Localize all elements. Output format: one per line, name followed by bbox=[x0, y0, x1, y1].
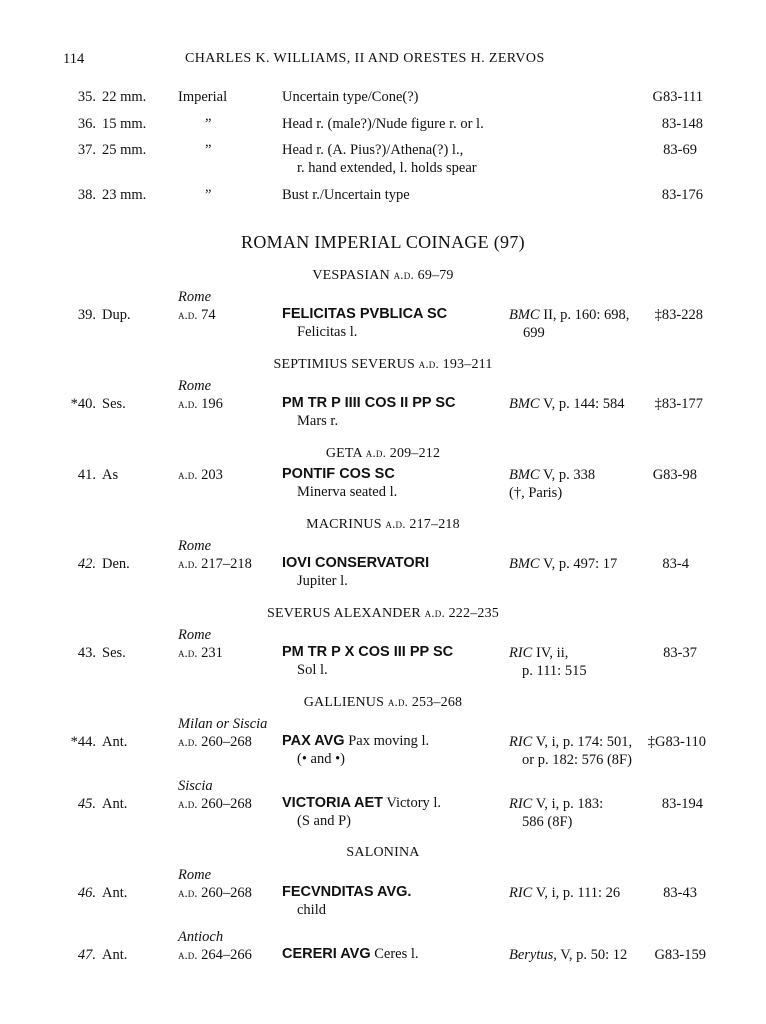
reference: BMC II, p. 160: 698, bbox=[509, 307, 630, 323]
entry-number: 42. bbox=[77, 556, 96, 572]
entry-date: a.d. 260–268 bbox=[178, 885, 252, 901]
reverse-description: Felicitas l. bbox=[297, 324, 358, 340]
entry-number: 35. bbox=[77, 89, 96, 105]
reference-continued: 586 (8F) bbox=[522, 814, 573, 830]
reverse-legend: PM TR P IIII COS II PP SC bbox=[282, 395, 456, 411]
entry-inventory: 83-194 bbox=[661, 796, 703, 812]
entry-inventory: 83-43 bbox=[663, 885, 697, 901]
running-head-authors: CHARLES K. WILLIAMS, II AND ORESTES H. ZERVOS bbox=[185, 51, 545, 66]
reference: BMC V, p. 497: 17 bbox=[509, 556, 618, 572]
entry-date: a.d. 264–266 bbox=[178, 947, 252, 963]
reverse-legend: FELICITAS PVBLICA SC bbox=[282, 306, 448, 322]
entry-number: 45. bbox=[77, 796, 96, 812]
entry-size: 22 mm. bbox=[102, 89, 147, 105]
entry-date: a.d. 74 bbox=[178, 307, 216, 323]
mint-name: Antioch bbox=[178, 929, 224, 945]
entry-inventory: G83-159 bbox=[654, 947, 706, 963]
emperor-heading: SEPTIMIUS SEVERUS a.d. 193–211 bbox=[273, 356, 493, 372]
reference: RIC IV, ii, bbox=[509, 645, 569, 661]
entry-inventory: ‡83-177 bbox=[654, 396, 703, 412]
ditto-mark: ” bbox=[205, 116, 212, 132]
reference: RIC V, i, p. 183: bbox=[509, 796, 604, 812]
entry-inventory: G83-111 bbox=[652, 89, 703, 105]
entry-denomination: Ant. bbox=[102, 885, 128, 901]
entry-date: a.d. 260–268 bbox=[178, 734, 252, 750]
reverse-legend: PM TR P X COS III PP SC bbox=[282, 644, 454, 660]
mint-name: Milan or Siscia bbox=[178, 716, 268, 732]
mint-name: Rome bbox=[178, 867, 212, 883]
entry-type-continued: r. hand extended, l. holds spear bbox=[297, 160, 477, 176]
entry-date: a.d. 217–218 bbox=[178, 556, 252, 572]
emperor-heading: MACRINUS a.d. 217–218 bbox=[306, 516, 460, 532]
entry-inventory: 83-148 bbox=[661, 116, 703, 132]
reverse-legend: IOVI CONSERVATORI bbox=[282, 555, 430, 571]
entry-type: Uncertain type/Cone(?) bbox=[282, 89, 419, 105]
entry-date: a.d. 196 bbox=[178, 396, 223, 412]
reverse-legend: VICTORIA AET Victory l. bbox=[282, 795, 442, 811]
mint-name: Rome bbox=[178, 627, 212, 643]
entry-denomination: Ant. bbox=[102, 796, 128, 812]
reverse-legend: CERERI AVG Ceres l. bbox=[282, 946, 419, 962]
entry-size: 15 mm. bbox=[102, 116, 147, 132]
entry-inventory: ‡G83-110 bbox=[647, 734, 706, 750]
reverse-description: Jupiter l. bbox=[297, 573, 348, 589]
entry-number: 41. bbox=[77, 467, 96, 483]
entry-denomination: Den. bbox=[102, 556, 130, 572]
reverse-legend: FECVNDITAS AVG. bbox=[282, 884, 412, 900]
reverse-description: (S and P) bbox=[297, 813, 351, 829]
entry-number: 43. bbox=[77, 645, 96, 661]
mint-name: Rome bbox=[178, 538, 212, 554]
entry-size: 23 mm. bbox=[102, 187, 147, 203]
empress-heading: SALONINA bbox=[346, 845, 420, 860]
entry-group: Imperial bbox=[178, 89, 228, 105]
entry-inventory: ‡83-228 bbox=[654, 307, 703, 323]
reference: RIC V, i, p. 111: 26 bbox=[509, 885, 621, 901]
reverse-legend: PONTIF COS SC bbox=[282, 466, 395, 482]
entry-number: *40. bbox=[70, 396, 96, 412]
reverse-description: Mars r. bbox=[297, 413, 339, 429]
section-title: ROMAN IMPERIAL COINAGE (97) bbox=[241, 232, 525, 252]
entry-inventory: 83-176 bbox=[661, 187, 703, 203]
reverse-description: (• and •) bbox=[297, 751, 345, 767]
emperor-heading: GETA a.d. 209–212 bbox=[325, 445, 441, 461]
emperor-heading: SEVERUS ALEXANDER a.d. 222–235 bbox=[266, 605, 500, 621]
reference-continued: (†, Paris) bbox=[509, 485, 563, 501]
entry-denomination: Ant. bbox=[102, 734, 128, 750]
ditto-mark: ” bbox=[205, 187, 212, 203]
reference-continued: 699 bbox=[523, 325, 545, 341]
entry-size: 25 mm. bbox=[102, 142, 147, 158]
reference-continued: or p. 182: 576 (8F) bbox=[522, 752, 632, 768]
ditto-mark: ” bbox=[205, 142, 212, 158]
mint-name: Siscia bbox=[178, 778, 213, 794]
reverse-description: Minerva seated l. bbox=[297, 484, 398, 500]
entry-inventory: 83-37 bbox=[663, 645, 697, 661]
reference: BMC V, p. 338 bbox=[509, 467, 596, 483]
emperor-heading: VESPASIAN a.d. 69–79 bbox=[312, 267, 454, 283]
entry-number: 39. bbox=[77, 307, 96, 323]
entry-denomination: As bbox=[102, 467, 119, 483]
entry-number: 37. bbox=[77, 142, 96, 158]
reference: BMC V, p. 144: 584 bbox=[509, 396, 625, 412]
entry-date: a.d. 231 bbox=[178, 645, 223, 661]
entry-denomination: Ant. bbox=[102, 947, 128, 963]
mint-name: Rome bbox=[178, 378, 212, 394]
reverse-description: Sol l. bbox=[297, 662, 328, 678]
entry-number: 46. bbox=[77, 885, 96, 901]
reference: Berytus, V, p. 50: 12 bbox=[509, 947, 628, 963]
reverse-legend: PAX AVG Pax moving l. bbox=[282, 733, 430, 749]
entry-date: a.d. 260–268 bbox=[178, 796, 252, 812]
reference-continued: p. 111: 515 bbox=[522, 663, 587, 679]
entry-denomination: Dup. bbox=[102, 307, 131, 323]
entry-number: 38. bbox=[77, 187, 96, 203]
entry-denomination: Ses. bbox=[102, 396, 126, 412]
emperor-heading: GALLIENUS a.d. 253–268 bbox=[303, 694, 463, 710]
mint-name: Rome bbox=[178, 289, 212, 305]
entry-date: a.d. 203 bbox=[178, 467, 223, 483]
entry-denomination: Ses. bbox=[102, 645, 126, 661]
entry-inventory: G83-98 bbox=[652, 467, 697, 483]
page-number: 114 bbox=[63, 51, 85, 67]
entry-type: Head r. (male?)/Nude figure r. or l. bbox=[282, 116, 484, 132]
entry-inventory: 83-4 bbox=[662, 556, 689, 572]
entry-number: 47. bbox=[77, 947, 96, 963]
reference: RIC V, i, p. 174: 501, bbox=[509, 734, 633, 750]
entry-type: Bust r./Uncertain type bbox=[282, 187, 410, 203]
entry-number: *44. bbox=[70, 734, 96, 750]
reverse-description: child bbox=[297, 902, 326, 918]
entry-inventory: 83-69 bbox=[663, 142, 697, 158]
entry-type: Head r. (A. Pius?)/Athena(?) l., bbox=[282, 142, 464, 158]
entry-number: 36. bbox=[77, 116, 96, 132]
